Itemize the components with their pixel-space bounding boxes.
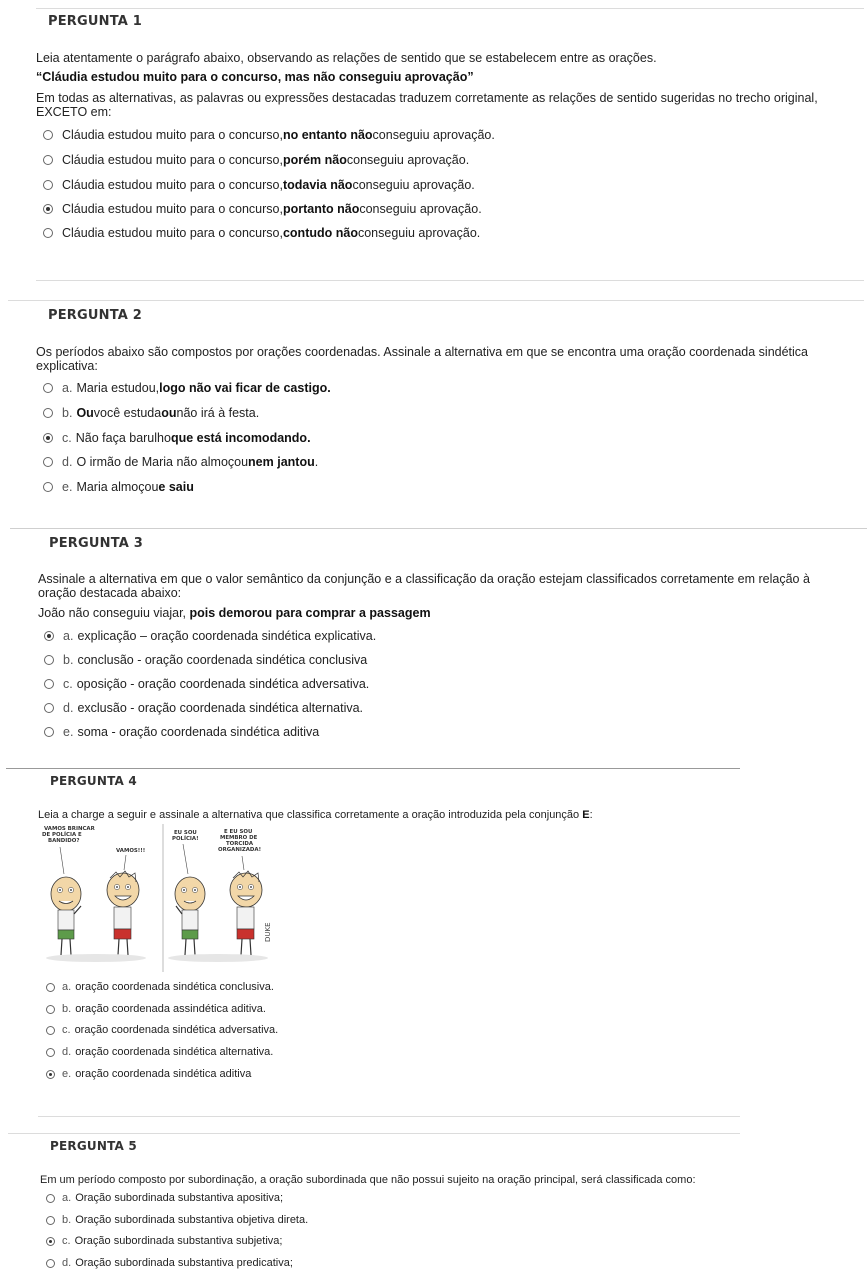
option-text: conseguiu aprovação. [352,178,475,192]
option-text: O irmão de Maria não almoçou [76,455,249,469]
sentence-highlight: pois demorou para comprar a passagem [189,606,431,620]
option-highlight: todavia não [282,178,353,192]
option-letter: e. [62,1068,72,1080]
speech-bubble-text: E EU SOU MEMBRO DE TORCIDA ORGANIZADA! [218,829,262,853]
question-title: PERGUNTA 1 [48,14,143,29]
option-highlight: no entanto não [282,128,373,142]
answer-option[interactable] [44,701,363,715]
option-text: Maria almoçou [76,480,159,494]
radio-button[interactable] [44,727,54,737]
comic-strip-image [38,822,284,974]
option-highlight: ou [161,406,177,420]
radio-button[interactable] [46,1259,55,1268]
option-text: Cláudia estudou muito para o concurso, [62,153,283,167]
highlighted-sentence [38,606,431,620]
option-text: oração coordenada sindética aditiva [75,1068,252,1080]
radio-button[interactable] [43,482,53,492]
prompt-text: : [589,809,593,821]
artist-signature: DUKE [264,922,272,942]
option-text: não irá à festa. [176,406,260,420]
speech-bubble-text: EU SOU POLÍCIA! [172,830,199,842]
option-text: conseguiu aprovação. [357,226,481,240]
quoted-sentence: “Cláudia estudou muito para o concurso, mas não conseguiu aprovação” [36,70,474,84]
answer-option[interactable] [46,1214,308,1226]
option-text: Cláudia estudou muito para o concurso, [62,202,283,216]
question-title: PERGUNTA 5 [50,1139,137,1153]
divider [8,300,864,301]
option-letter: d. [62,1046,72,1058]
question-prompt [38,808,593,822]
option-text: conclusão - oração coordenada sindética conclusiva [77,653,368,667]
option-letter: c. [63,677,73,691]
option-letter: a. [62,981,72,993]
radio-button[interactable] [43,228,53,238]
comic-character [107,871,139,955]
radio-button[interactable] [43,383,53,393]
option-letter: e. [62,480,73,494]
answer-option[interactable] [44,629,376,643]
radio-button-selected[interactable] [43,433,53,443]
answer-option[interactable] [46,1235,282,1247]
radio-button[interactable] [44,655,54,665]
answer-option[interactable] [43,381,331,395]
divider [6,768,740,769]
option-letter: c. [62,1235,71,1247]
answer-option[interactable] [46,1046,273,1058]
speech-bubble-text: VAMOS!!! [116,848,146,854]
option-letter: a. [63,629,74,643]
option-letter: c. [62,431,72,445]
divider [38,1116,740,1117]
radio-button[interactable] [46,1048,55,1057]
question-title: PERGUNTA 3 [49,536,144,551]
divider [10,528,867,529]
option-text: Não faça barulho [75,431,171,445]
radio-button[interactable] [43,457,53,467]
answer-option[interactable] [43,226,480,240]
comic-character [230,871,262,955]
option-letter: d. [63,701,74,715]
answer-option[interactable] [46,1192,283,1204]
option-letter: d. [62,1257,72,1269]
option-letter: d. [62,455,73,469]
answer-option[interactable] [43,455,318,469]
comic-character [175,877,205,955]
option-letter: b. [62,1214,72,1226]
option-text: Cláudia estudou muito para o concurso, [62,226,283,240]
radio-button[interactable] [44,703,54,713]
radio-button-selected[interactable] [46,1070,55,1079]
radio-button-selected[interactable] [43,204,53,214]
option-text: oração coordenada sindética conclusiva. [75,981,274,993]
question-prompt: explicativa: [36,359,98,373]
radio-button[interactable] [43,130,53,140]
option-text: Cláudia estudou muito para o concurso, [62,128,283,142]
option-highlight: Ou [76,406,94,420]
option-text: oração coordenada assindética aditiva. [75,1003,266,1015]
option-text: conseguiu aprovação. [346,153,470,167]
radio-button[interactable] [46,983,55,992]
radio-button-selected[interactable] [44,631,54,641]
answer-option[interactable] [46,1068,251,1080]
sentence-text: João não conseguiu viajar, [38,606,190,620]
radio-button[interactable] [46,1216,55,1225]
option-text: conseguiu aprovação. [359,202,482,216]
option-text: soma - oração coordenada sindética aditiva [77,725,320,739]
question-prompt: Em todas as alternativas, as palavras ou expressões destacadas traduzem corretamente as relações de sentido sugeridas no trecho original, [36,91,818,105]
option-highlight: que está incomodando. [170,431,311,445]
option-text: explicação – oração coordenada sindética explicativa. [77,629,377,643]
answer-option[interactable] [43,202,482,216]
answer-option[interactable] [44,653,367,667]
option-text: oposição - oração coordenada sindética adversativa. [76,677,370,691]
option-highlight: contudo não [282,226,358,240]
divider [8,1133,740,1134]
radio-button[interactable] [46,1194,55,1203]
option-text: . [314,455,319,469]
answer-option[interactable] [44,677,369,691]
option-highlight: porém não [282,153,347,167]
question-prompt: Leia atentamente o parágrafo abaixo, observando as relações de sentido que se estabelecem entre as orações. [36,51,657,65]
option-letter: e. [63,725,74,739]
radio-button-selected[interactable] [46,1237,55,1246]
answer-option[interactable] [43,480,194,494]
answer-option[interactable] [46,1024,278,1036]
option-text: conseguiu aprovação. [372,128,495,142]
answer-option[interactable] [43,431,311,445]
option-highlight: e saiu [158,480,194,494]
option-highlight: nem jantou [248,455,315,469]
radio-button[interactable] [43,155,53,165]
answer-option[interactable] [46,1257,293,1269]
option-text: Oração subordinada substantiva predicativa; [75,1257,293,1269]
option-letter: b. [63,653,74,667]
option-text: Cláudia estudou muito para o concurso, [62,178,283,192]
option-text: Oração subordinada substantiva apositiva; [75,1192,284,1204]
divider [36,8,864,9]
radio-button[interactable] [43,408,53,418]
option-highlight: portanto não [282,202,360,216]
option-text: oração coordenada sindética adversativa. [74,1024,279,1036]
answer-option[interactable] [43,128,495,142]
option-letter: b. [62,406,73,420]
option-letter: c. [62,1024,71,1036]
question-prompt: Assinale a alternativa em que o valor semântico da conjunção e a classificação da oração estejam classificados corretamente em relação à [38,572,810,586]
option-text: Maria estudou, [76,381,160,395]
radio-button[interactable] [46,1005,55,1014]
answer-option[interactable] [46,1003,266,1015]
question-title: PERGUNTA 4 [50,774,137,788]
question-prompt: oração destacada abaixo: [38,586,182,600]
prompt-highlight: E [582,809,590,821]
option-text: Oração subordinada substantiva subjetiva; [74,1235,283,1247]
prompt-text: Leia a charge a seguir e assinale a alternativa que classifica corretamente a oração introduzida pela conjunção [38,809,583,821]
question-prompt: Em um período composto por subordinação, a oração subordinada que não possui sujeito na oração principal, será classificada como: [40,1174,696,1186]
answer-option[interactable] [46,981,274,993]
comic-character [51,877,81,955]
answer-option[interactable] [43,153,469,167]
option-letter: a. [62,381,73,395]
radio-button[interactable] [46,1026,55,1035]
option-highlight: logo não vai ficar de castigo. [159,381,331,395]
option-text: Oração subordinada substantiva objetiva direta. [75,1214,309,1226]
option-text: exclusão - oração coordenada sindética alternativa. [77,701,364,715]
divider [36,280,864,281]
option-text: você estuda [93,406,162,420]
radio-button[interactable] [44,679,54,689]
question-prompt: EXCETO em: [36,105,112,119]
answer-option[interactable] [43,406,259,420]
question-title: PERGUNTA 2 [48,308,143,323]
answer-option[interactable] [44,725,319,739]
option-text: oração coordenada sindética alternativa. [75,1046,274,1058]
radio-button[interactable] [43,180,53,190]
answer-option[interactable] [43,178,475,192]
speech-bubble-text: VAMOS BRINCAR DE POLÍCIA E BANDIDO? [42,826,95,844]
option-letter: a. [62,1192,72,1204]
option-letter: b. [62,1003,72,1015]
question-prompt: Os períodos abaixo são compostos por orações coordenadas. Assinale a alternativa em que se encontra uma oração coordenada sindética [36,345,808,359]
